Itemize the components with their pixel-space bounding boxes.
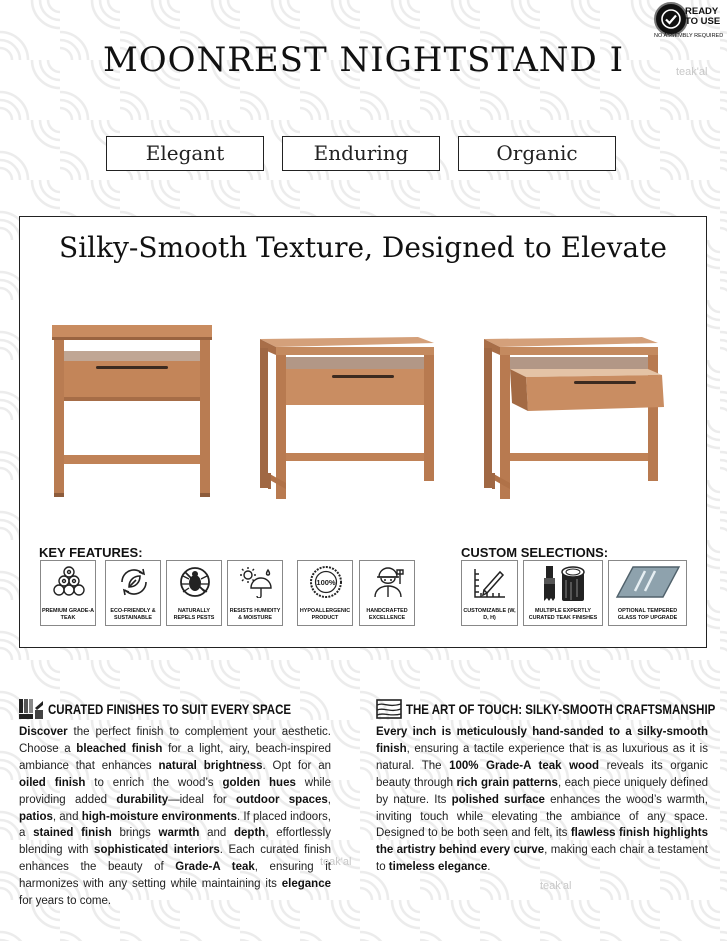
body-text-span: , (327, 793, 331, 806)
body-text-span: , making each chair a testament to (376, 844, 708, 874)
body-text-span: the perfect finish to complement your aesthetic. Choose a (19, 726, 331, 755)
product-panel (19, 216, 707, 648)
feature-humidity (227, 560, 283, 626)
body-text-span: , ensuring it harmonizes with any setting while maintaining its (19, 861, 331, 891)
recycle-leaf-icon (117, 566, 151, 598)
body-text-span: . If placed indoors, a (19, 810, 331, 840)
watermark: teak'al (676, 66, 708, 78)
custom-dimensions (461, 560, 518, 626)
craftsman-icon (371, 566, 405, 598)
emphasis-text: depth (234, 827, 266, 840)
wood-grain-icon (376, 698, 402, 720)
check-icon (654, 2, 688, 36)
emphasis-text: stained finish (33, 827, 112, 840)
art-of-touch-heading (376, 698, 716, 720)
feature-hypoallergenic (297, 560, 353, 626)
emphasis-text: rich grain patterns (456, 776, 558, 789)
feature-pests (166, 560, 222, 626)
custom-label: MULTIPLE EXPERTLY CURATED TEAK FINISHES (528, 608, 598, 621)
custom-label: OPTIONAL TEMPERED GLASS TOP UPGRADE (617, 608, 678, 621)
paint-swatch-icon (18, 698, 44, 720)
body-text-span: for a light, airy, beach-inspired ambiance that enhances (19, 742, 332, 772)
emphasis-text: warmth (158, 827, 200, 840)
section-heading-right: THE ART OF TOUCH: SILKY-SMOOTH CRAFTSMANSHIP (406, 701, 716, 717)
body-text-span: while providing added (19, 776, 331, 806)
body-text-span: brings (111, 827, 159, 840)
body-text-span: . Each curated finish enhances the beauty of (19, 844, 331, 874)
no-bug-icon (178, 566, 212, 598)
badge-line2: TO USE (685, 16, 721, 27)
emphasis-text: high-moisture environments (81, 810, 237, 823)
key-features-heading: KEY FEATURES: (39, 545, 143, 560)
glass-top-icon (615, 565, 681, 601)
page-title: MOONREST NIGHTSTAND I (102, 40, 625, 80)
body-text-span: and (199, 827, 235, 840)
emphasis-text: outdoor spaces (236, 793, 328, 806)
badge-line1: READY (685, 6, 719, 17)
emphasis-text: Every inch is meticulously hand-sanded to a silky-smooth finish (376, 726, 708, 755)
nightstand-drawer-open-image (484, 337, 664, 499)
section-heading-left: CURATED FINISHES TO SUIT EVERY SPACE (48, 701, 292, 717)
curated-finishes-text (19, 724, 331, 910)
badge-label (685, 7, 720, 27)
feature-teak (40, 560, 96, 626)
tag-organic: Organic (458, 136, 616, 171)
logs-icon (52, 566, 86, 598)
tag-enduring: Enduring (282, 136, 440, 171)
emphasis-text: elegance (281, 878, 331, 891)
body-text-span: , each piece uniquely defined by nature. Its (376, 776, 708, 806)
emphasis-text: natural brightness (158, 759, 263, 772)
body-text-span: , ensuring a tactile experience that is as luxurious as it is natural. The (376, 742, 708, 772)
emphasis-text: Discover (19, 726, 68, 738)
emphasis-text: bleached finish (76, 742, 163, 755)
ruler-icon (472, 566, 508, 600)
emphasis-text: timeless elegance (388, 861, 488, 874)
tag-elegant: Elegant (106, 136, 264, 171)
panel-title: Silky-Smooth Texture, Designed to Elevate (59, 231, 667, 264)
body-text-span: —ideal for (168, 793, 237, 806)
feature-label: ECO-FRIENDLY & SUSTAINABLE (110, 608, 156, 621)
body-text-span: reveals its organic beauty through (376, 759, 709, 789)
emphasis-text: polished surface (451, 793, 545, 806)
feature-label: HANDCRAFTED EXCELLENCE (366, 608, 408, 621)
emphasis-text: oiled finish (19, 776, 86, 789)
badge-subtext: NO ASSEMBLY REQUIRED (654, 33, 724, 39)
seal-text: 100% (316, 578, 336, 587)
body-text-span: . Opt for an (262, 759, 331, 772)
curated-finishes-heading (18, 698, 338, 720)
watermark: teak'al (540, 880, 572, 892)
sun-umbrella-icon (239, 566, 273, 598)
custom-selections-heading: CUSTOM SELECTIONS: (461, 545, 609, 560)
feature-eco (105, 560, 161, 626)
feature-label: HYPOALLERGENIC PRODUCT (299, 608, 351, 621)
brush-wood-icon (540, 564, 588, 604)
emphasis-text: patios (19, 810, 53, 823)
emphasis-text: flawless finish highlights the artistry behind every curve (376, 827, 708, 857)
emphasis-text: golden hues (222, 776, 296, 789)
feature-label: NATURALLY REPELS PESTS (173, 608, 215, 621)
custom-finishes (523, 560, 603, 626)
body-text-span: to enrich the wood’s (85, 776, 223, 789)
feature-handcrafted (359, 560, 415, 626)
nightstand-angled-image (260, 337, 434, 499)
emphasis-text: 100% Grade-A teak wood (449, 759, 600, 772)
watermark: teak'al (320, 856, 352, 868)
body-text-span: for years to come. (19, 895, 112, 908)
emphasis-text: sophisticated interiors (94, 844, 220, 857)
art-of-touch-text (376, 724, 708, 876)
feature-label: PREMIUM GRADE-A TEAK (41, 608, 95, 621)
emphasis-text: durability (116, 793, 169, 806)
body-text-span: , effortlessly blending with (19, 827, 331, 857)
custom-label: CUSTOMIZABLE (W, D, H) (463, 608, 516, 621)
emphasis-text: Grade-A teak (175, 861, 255, 874)
body-text-span: enhances the wood’s warmth, inviting touch while elevating the ambiance of any space. Designed to be both seen and felt, its (376, 793, 708, 840)
nightstand-front-image (50, 323, 214, 499)
body-text-span: , and (52, 810, 82, 823)
seal-100-icon (309, 566, 343, 598)
custom-glass-top (608, 560, 687, 626)
body-text-span: . (487, 861, 491, 874)
feature-label: RESISTS HUMIDITY & MOISTURE (229, 608, 281, 621)
ready-to-use-badge (654, 2, 724, 40)
